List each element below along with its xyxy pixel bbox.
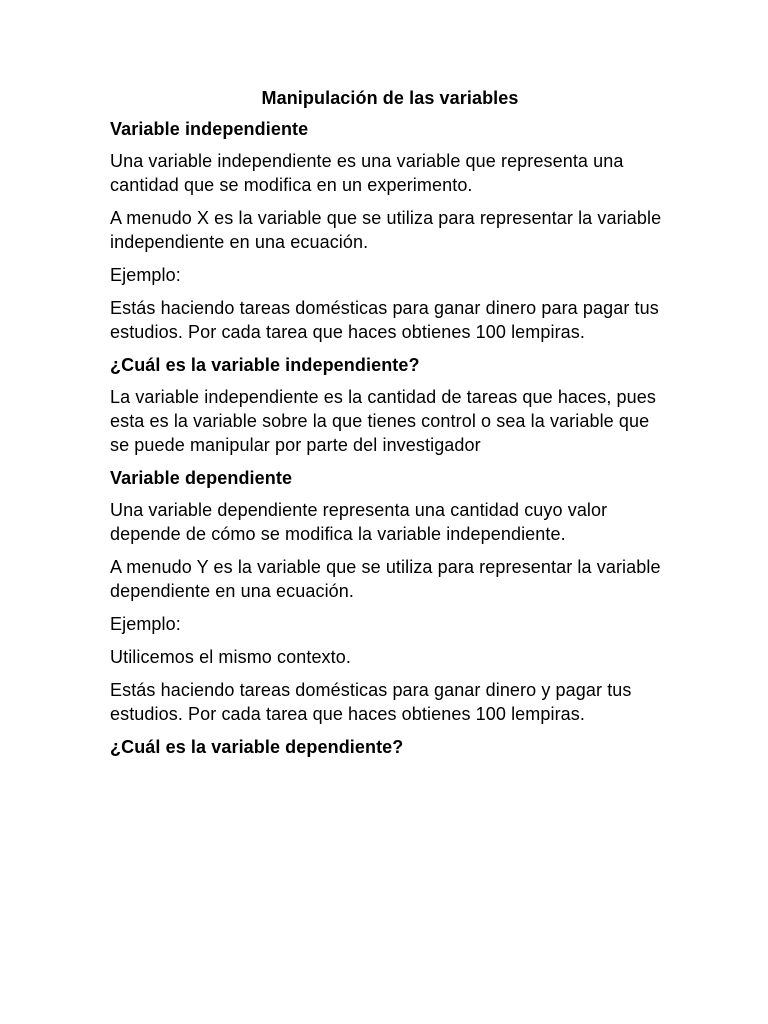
question-independent: ¿Cuál es la variable independiente? xyxy=(110,355,420,375)
paragraph-independent-definition: Una variable independiente es una variable que representa una cantidad que se modifica en un experimento. xyxy=(110,151,624,195)
paragraph-independent-usage: A menudo X es la variable que se utiliza para representar la variable independiente en una ecuación. xyxy=(110,208,662,252)
paragraph-dependent-example: Estás haciendo tareas domésticas para ganar dinero y pagar tus estudios. Por cada tarea que haces obtienes 100 lempiras. xyxy=(110,680,632,724)
label-example-independent: Ejemplo: xyxy=(110,265,181,285)
paragraph-independent-answer: La variable independiente es la cantidad de tareas que haces, pues esta es la variable sobre la que tienes control o sea la variable que se puede manipular por parte del investigador xyxy=(110,387,656,455)
paragraph-independent-example: Estás haciendo tareas domésticas para ganar dinero para pagar tus estudios. Por cada tarea que haces obtienes 100 lempiras. xyxy=(110,298,659,342)
paragraph-dependent-context: Utilicemos el mismo contexto. xyxy=(110,647,351,667)
paragraph-dependent-definition: Una variable dependiente representa una cantidad cuyo valor depende de cómo se modifica la variable independiente. xyxy=(110,500,608,544)
paragraph-dependent-usage: A menudo Y es la variable que se utiliza para representar la variable dependiente en una ecuación. xyxy=(110,557,661,601)
label-example-dependent: Ejemplo: xyxy=(110,614,181,634)
heading-independent-variable: Variable independiente xyxy=(110,119,309,139)
heading-dependent-variable: Variable dependiente xyxy=(110,468,293,488)
question-dependent: ¿Cuál es la variable dependiente? xyxy=(110,737,404,757)
document-body xyxy=(110,86,670,767)
page-title: Manipulación de las variables xyxy=(261,88,519,108)
